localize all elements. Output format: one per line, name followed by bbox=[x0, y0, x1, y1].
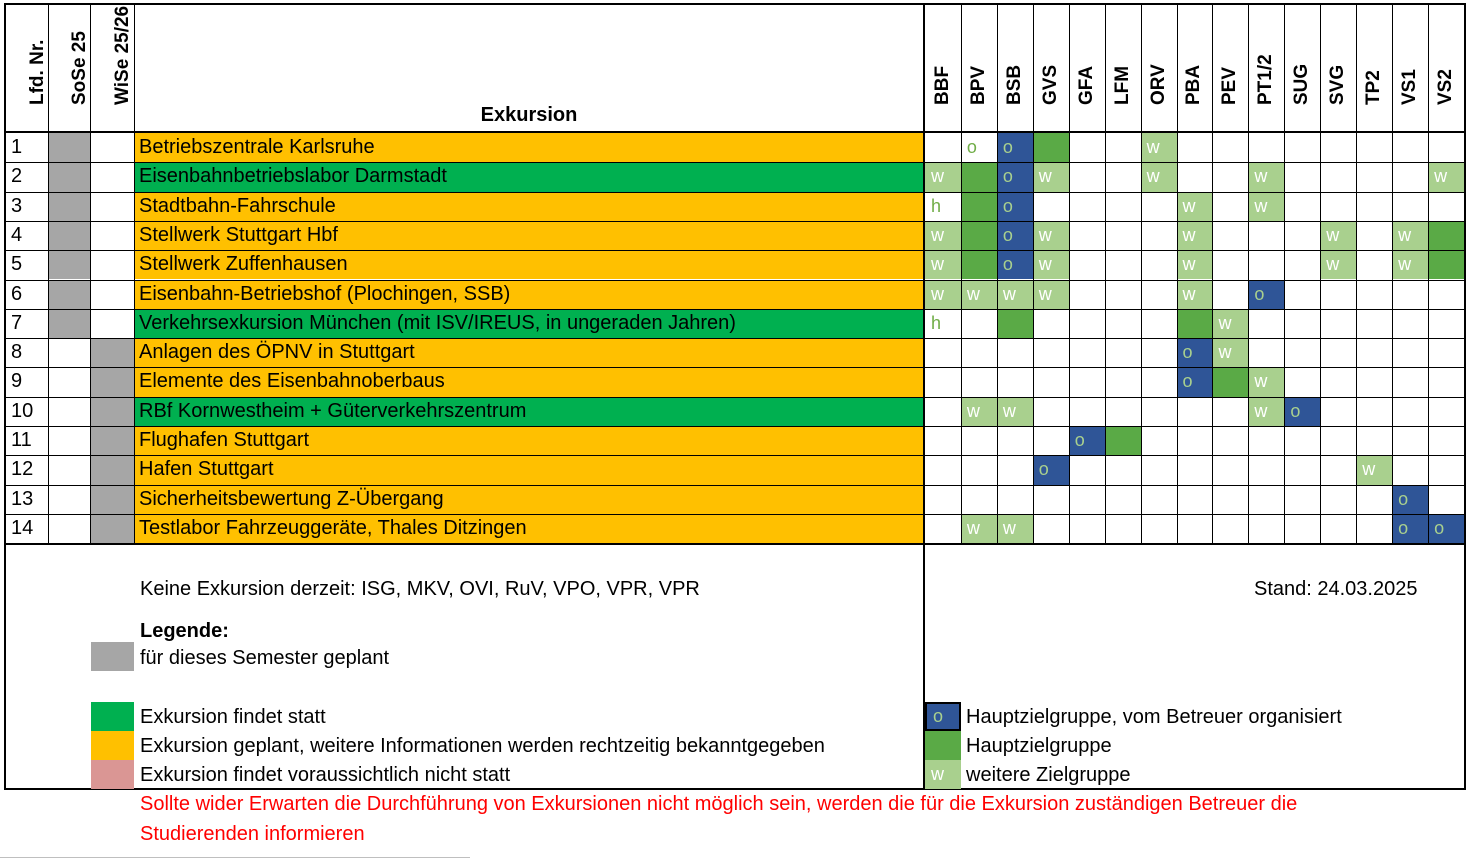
group-cell-tp2: w bbox=[1356, 455, 1392, 484]
group-cell-gvs: w bbox=[1033, 250, 1069, 279]
bottom-rule bbox=[0, 857, 470, 858]
group-cell-bpv: o bbox=[961, 133, 997, 162]
excursion-name: Stadtbahn-Fahrschule bbox=[134, 192, 924, 221]
group-cell-vs2 bbox=[1428, 221, 1464, 250]
col-divider bbox=[90, 3, 91, 543]
row-number: 13 bbox=[11, 487, 34, 510]
group-cell-bsb: w bbox=[997, 397, 1033, 426]
legend-label-hauptziel-org: Hauptzielgruppe, vom Betreuer organisiert bbox=[966, 706, 1342, 728]
group-cell-orv: w bbox=[1141, 133, 1177, 162]
group-cell-bpv bbox=[961, 162, 997, 191]
col-divider-group bbox=[1212, 3, 1213, 543]
group-cell-bbf: h bbox=[925, 309, 961, 338]
header-group-bbf: BBF bbox=[931, 65, 953, 105]
header-lfd-nr: Lfd. Nr. bbox=[27, 39, 48, 105]
group-cell-bsb bbox=[997, 309, 1033, 338]
group-cell-vs2: w bbox=[1428, 162, 1464, 191]
sose-cell bbox=[48, 162, 90, 191]
legend-label-hauptziel: Hauptzielgruppe bbox=[966, 735, 1112, 757]
row-number: 4 bbox=[11, 223, 23, 246]
sose-cell bbox=[48, 338, 90, 367]
row-number: 14 bbox=[11, 516, 34, 539]
legend-label-nicht-statt: Exkursion findet voraussichtlich nicht statt bbox=[140, 764, 511, 786]
row-divider bbox=[4, 162, 1466, 163]
group-cell-pba: w bbox=[1177, 280, 1213, 309]
legend-swatch-blue-o: o bbox=[925, 702, 961, 731]
row-divider bbox=[4, 485, 1466, 486]
wise-cell bbox=[90, 485, 134, 514]
row-divider bbox=[4, 514, 1466, 515]
group-cell-bsb: o bbox=[997, 250, 1033, 279]
header-group-vs1: VS1 bbox=[1399, 69, 1421, 105]
wise-cell bbox=[90, 192, 134, 221]
group-cell-pev: w bbox=[1212, 338, 1248, 367]
col-divider-group bbox=[961, 3, 962, 543]
group-cell-pt12: w bbox=[1248, 397, 1284, 426]
group-cell-bpv bbox=[961, 250, 997, 279]
header-group-bpv: BPV bbox=[967, 65, 989, 105]
group-cell-vs2: o bbox=[1428, 514, 1464, 543]
header-group-pev: PEV bbox=[1219, 66, 1241, 105]
group-cell-vs1: o bbox=[1392, 514, 1428, 543]
col-divider bbox=[134, 3, 135, 543]
header-sose: SoSe 25 bbox=[69, 31, 90, 105]
col-divider-group bbox=[1248, 3, 1249, 543]
group-cell-pba: w bbox=[1177, 250, 1213, 279]
excursion-name: Flughafen Stuttgart bbox=[134, 426, 924, 455]
sose-cell bbox=[48, 397, 90, 426]
excursion-name: Sicherheitsbewertung Z-Übergang bbox=[134, 485, 924, 514]
row-number: 11 bbox=[11, 429, 32, 451]
legend-swatch-w: w bbox=[925, 760, 961, 789]
excursion-name: Anlagen des ÖPNV in Stuttgart bbox=[134, 338, 924, 367]
header-group-pt12: PT1/2 bbox=[1255, 54, 1277, 105]
excursion-name: RBf Kornwestheim + Güterverkehrszentrum bbox=[134, 397, 924, 426]
group-cell-gfa: o bbox=[1069, 426, 1105, 455]
sose-cell bbox=[48, 367, 90, 396]
group-cell-gvs: w bbox=[1033, 280, 1069, 309]
group-cell-pev: w bbox=[1212, 309, 1248, 338]
wise-cell bbox=[90, 514, 134, 543]
excursion-name: Stellwerk Zuffenhausen bbox=[134, 250, 924, 279]
header-group-sug: SUG bbox=[1291, 63, 1313, 105]
group-cell-pba: w bbox=[1177, 221, 1213, 250]
group-cell-bpv bbox=[961, 221, 997, 250]
group-cell-pev bbox=[1212, 367, 1248, 396]
row-number: 3 bbox=[11, 194, 23, 217]
legend-title: Legende: bbox=[140, 620, 229, 642]
excursion-name: Eisenbahnbetriebslabor Darmstadt bbox=[134, 162, 924, 191]
sose-cell bbox=[48, 133, 90, 162]
group-cell-bbf: h bbox=[925, 192, 961, 221]
wise-cell bbox=[90, 162, 134, 191]
group-cell-lfm bbox=[1105, 426, 1141, 455]
row-number: 8 bbox=[11, 341, 23, 364]
row-number: 1 bbox=[11, 136, 23, 158]
group-cell-bsb: w bbox=[997, 514, 1033, 543]
group-cell-vs1: o bbox=[1392, 485, 1428, 514]
row-divider bbox=[4, 221, 1466, 222]
legend-swatch-green bbox=[91, 702, 134, 731]
group-cell-sug: o bbox=[1284, 397, 1320, 426]
excursion-name: Testlabor Fahrzeuggeräte, Thales Ditzingen bbox=[134, 514, 924, 543]
group-cell-bsb: o bbox=[997, 221, 1033, 250]
warning-text: Sollte wider Erwarten die Durchführung von Exkursionen nicht möglich sein, werden die für die Exkursion zuständigen Betreuer die bbox=[140, 793, 1298, 815]
excursion-name: Betriebszentrale Karlsruhe bbox=[134, 133, 924, 162]
sose-cell bbox=[48, 426, 90, 455]
header-group-pba: PBA bbox=[1183, 64, 1205, 105]
group-cell-pba: w bbox=[1177, 192, 1213, 221]
header-exkursion: Exkursion bbox=[480, 104, 578, 126]
col-divider-group bbox=[997, 3, 998, 543]
no-excursion-note: Keine Exkursion derzeit: ISG, MKV, OVI, RuV, VPO, VPR, VPR bbox=[140, 578, 700, 600]
wise-cell bbox=[90, 367, 134, 396]
excursion-name: Verkehrsexkursion München (mit ISV/IREUS, in ungeraden Jahren) bbox=[134, 309, 924, 338]
group-cell-gvs bbox=[1033, 133, 1069, 162]
sose-cell bbox=[48, 192, 90, 221]
row-divider bbox=[4, 455, 1466, 456]
group-cell-vs2 bbox=[1428, 250, 1464, 279]
group-cell-pba: o bbox=[1177, 367, 1213, 396]
table-bottom-rule bbox=[4, 543, 1466, 545]
group-cell-orv: w bbox=[1141, 162, 1177, 191]
wise-cell bbox=[90, 280, 134, 309]
row-number: 12 bbox=[11, 458, 34, 481]
group-cell-vs1: w bbox=[1392, 221, 1428, 250]
sose-cell bbox=[48, 280, 90, 309]
row-number: 7 bbox=[11, 311, 23, 334]
frame-bottom bbox=[4, 788, 1466, 790]
warning-text-2: Studierenden informieren bbox=[140, 823, 365, 845]
col-divider-group bbox=[1141, 3, 1142, 543]
group-cell-bbf: w bbox=[925, 221, 961, 250]
group-cell-gvs: w bbox=[1033, 221, 1069, 250]
wise-cell bbox=[90, 250, 134, 279]
group-cell-bsb: o bbox=[997, 192, 1033, 221]
col-divider-group bbox=[1033, 3, 1034, 543]
excursion-name: Hafen Stuttgart bbox=[134, 455, 924, 484]
wise-cell bbox=[90, 397, 134, 426]
legend-label-findet-statt: Exkursion findet statt bbox=[140, 706, 326, 728]
excursion-name: Eisenbahn-Betriebshof (Plochingen, SSB) bbox=[134, 280, 924, 309]
header-group-gvs: GVS bbox=[1039, 64, 1061, 105]
row-divider bbox=[4, 367, 1466, 368]
group-cell-bbf: w bbox=[925, 250, 961, 279]
legend-label-weitere: weitere Zielgruppe bbox=[966, 764, 1131, 786]
row-divider bbox=[4, 250, 1466, 251]
header-wise: WiSe 25/26 bbox=[112, 5, 133, 105]
col-divider-group bbox=[1428, 3, 1429, 543]
legend-label-geplant-semester: für dieses Semester geplant bbox=[140, 647, 390, 669]
row-divider bbox=[4, 338, 1466, 339]
group-cell-bpv: w bbox=[961, 397, 997, 426]
legend-swatch-grey bbox=[91, 642, 134, 671]
group-cell-pt12: w bbox=[1248, 367, 1284, 396]
group-cell-bsb: o bbox=[997, 162, 1033, 191]
header-group-vs2: VS2 bbox=[1435, 69, 1457, 105]
group-cell-pba bbox=[1177, 309, 1213, 338]
row-number: 10 bbox=[11, 399, 34, 422]
group-cell-bpv bbox=[961, 192, 997, 221]
row-number: 6 bbox=[11, 282, 23, 305]
sose-cell bbox=[48, 250, 90, 279]
group-cell-bsb: w bbox=[997, 280, 1033, 309]
wise-cell bbox=[90, 133, 134, 162]
sose-cell bbox=[48, 455, 90, 484]
header-group-tp2: TP2 bbox=[1363, 70, 1385, 105]
group-cell-bpv: w bbox=[961, 280, 997, 309]
header-group-bsb: BSB bbox=[1003, 64, 1025, 105]
group-cell-pt12: w bbox=[1248, 162, 1284, 191]
row-number: 2 bbox=[11, 165, 23, 188]
group-cell-bsb: o bbox=[997, 133, 1033, 162]
legend-label-geplant: Exkursion geplant, weitere Informationen werden rechtzeitig bekanntgegeben bbox=[140, 735, 825, 757]
sose-cell bbox=[48, 221, 90, 250]
group-cell-svg: w bbox=[1320, 250, 1356, 279]
group-cell-svg: w bbox=[1320, 221, 1356, 250]
wise-cell bbox=[90, 455, 134, 484]
col-divider-group bbox=[1320, 3, 1321, 543]
col-divider-group bbox=[1356, 3, 1357, 543]
row-divider bbox=[4, 426, 1466, 427]
row-number: 5 bbox=[11, 253, 23, 276]
wise-cell bbox=[90, 309, 134, 338]
group-cell-bbf: w bbox=[925, 280, 961, 309]
col-divider-group bbox=[1177, 3, 1178, 543]
group-cell-bbf: w bbox=[925, 162, 961, 191]
col-divider-group bbox=[1284, 3, 1285, 543]
row-divider bbox=[4, 397, 1466, 398]
header-group-svg: SVG bbox=[1327, 64, 1349, 105]
sose-cell bbox=[48, 514, 90, 543]
stand-date: Stand: 24.03.2025 bbox=[1254, 578, 1418, 600]
col-divider-group bbox=[1392, 3, 1393, 543]
group-cell-vs1: w bbox=[1392, 250, 1428, 279]
legend-swatch-pink bbox=[91, 760, 134, 789]
header-group-gfa: GFA bbox=[1075, 65, 1097, 105]
group-cell-pba: o bbox=[1177, 338, 1213, 367]
row-divider bbox=[4, 192, 1466, 193]
excursion-name: Elemente des Eisenbahnoberbaus bbox=[134, 367, 924, 396]
sose-cell bbox=[48, 485, 90, 514]
sose-cell bbox=[48, 309, 90, 338]
wise-cell bbox=[90, 426, 134, 455]
group-cell-pt12: o bbox=[1248, 280, 1284, 309]
frame-top bbox=[4, 3, 1466, 5]
legend-swatch-main bbox=[925, 731, 961, 760]
excursion-name: Stellwerk Stuttgart Hbf bbox=[134, 221, 924, 250]
header-group-lfm: LFM bbox=[1111, 65, 1133, 105]
col-divider-group bbox=[1069, 3, 1070, 543]
col-divider bbox=[48, 3, 49, 543]
group-cell-gvs: o bbox=[1033, 455, 1069, 484]
col-divider-group bbox=[1105, 3, 1106, 543]
legend-swatch-orange bbox=[91, 731, 134, 760]
group-cell-gvs: w bbox=[1033, 162, 1069, 191]
row-divider bbox=[4, 309, 1466, 310]
row-number: 9 bbox=[11, 370, 23, 393]
group-cell-pt12: w bbox=[1248, 192, 1284, 221]
wise-cell bbox=[90, 338, 134, 367]
header-rule bbox=[4, 131, 1466, 133]
row-divider bbox=[4, 280, 1466, 281]
group-cell-bpv: w bbox=[961, 514, 997, 543]
header-group-orv: ORV bbox=[1147, 64, 1169, 105]
wise-cell bbox=[90, 221, 134, 250]
